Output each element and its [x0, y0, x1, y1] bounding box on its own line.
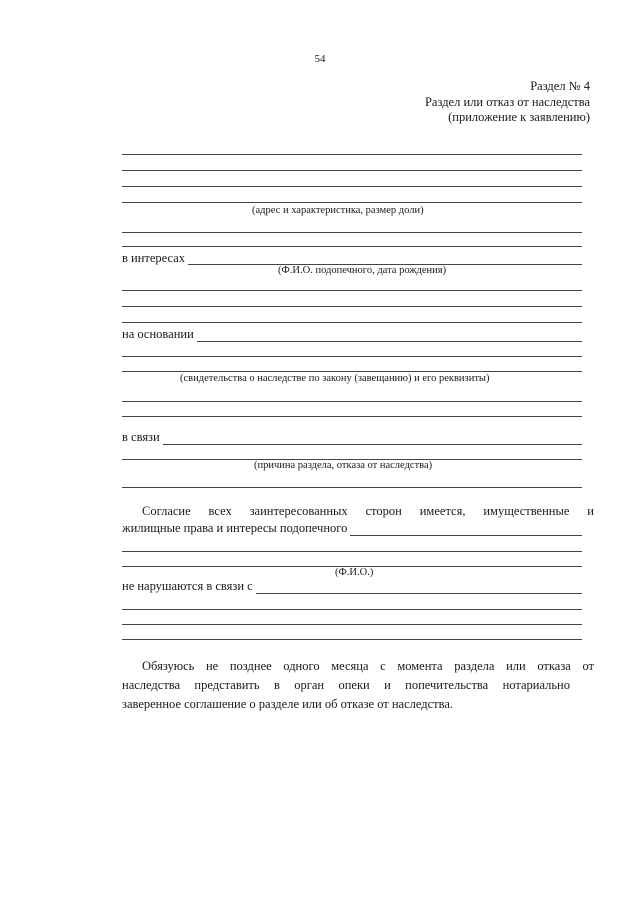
- property-line-3[interactable]: [122, 186, 582, 187]
- property-line-4[interactable]: [122, 202, 582, 203]
- property-line-6[interactable]: [122, 246, 582, 247]
- property-line-1[interactable]: [122, 154, 582, 155]
- basis-label: на основании: [122, 327, 197, 342]
- ward-line-2[interactable]: [122, 306, 582, 307]
- ward-line-1[interactable]: [122, 290, 582, 291]
- document-title: Раздел или отказ от наследства: [424, 95, 590, 109]
- property-line-2[interactable]: [122, 170, 582, 171]
- not-violated-label: не нарушаются в связи с: [122, 579, 256, 594]
- consent-line-a[interactable]: [122, 551, 582, 552]
- obligation-line-1: Обязуюсь не позднее одного месяца с момента раздела или отказа от: [142, 659, 594, 673]
- certificate-caption: (свидетельства о наследстве по закону (завещанию) и его реквизиты): [180, 373, 490, 384]
- reason-caption: (причина раздела, отказа от наследства): [254, 460, 433, 471]
- reason-line-3[interactable]: [122, 487, 582, 488]
- consent-line-1: Согласие всех заинтересованных сторон имеется, имущественные и: [142, 504, 594, 518]
- certificate-line-2[interactable]: [122, 416, 582, 417]
- basis-line-3[interactable]: [122, 371, 582, 372]
- property-caption: (адрес и характеристика, размер доли): [252, 205, 424, 216]
- obligation-line-3: заверенное соглашение о разделе или об отказе от наследства.: [122, 697, 454, 711]
- certificate-line-1[interactable]: [122, 401, 582, 402]
- not-violated-line-3[interactable]: [122, 624, 582, 625]
- consent-line-2: жилищные права и интересы подопечного: [122, 521, 350, 536]
- property-line-5[interactable]: [122, 232, 582, 233]
- fio-caption: (Ф.И.О.): [335, 567, 374, 578]
- ward-caption: (Ф.И.О. подопечного, дата рождения): [278, 265, 447, 276]
- reason-label: в связи: [122, 430, 163, 445]
- not-violated-line-4[interactable]: [122, 639, 582, 640]
- reason-line[interactable]: [122, 444, 582, 445]
- section-number: Раздел № 4: [530, 79, 590, 93]
- document-subtitle: (приложение к заявлению): [448, 110, 590, 124]
- interests-label: в интересах: [122, 251, 188, 266]
- basis-line-2[interactable]: [122, 356, 582, 357]
- ward-line-3[interactable]: [122, 322, 582, 323]
- obligation-line-2: наследства представить в орган опеки и попечительства нотариально: [122, 678, 570, 692]
- not-violated-line-2[interactable]: [122, 609, 582, 610]
- page-number: 54: [314, 53, 326, 65]
